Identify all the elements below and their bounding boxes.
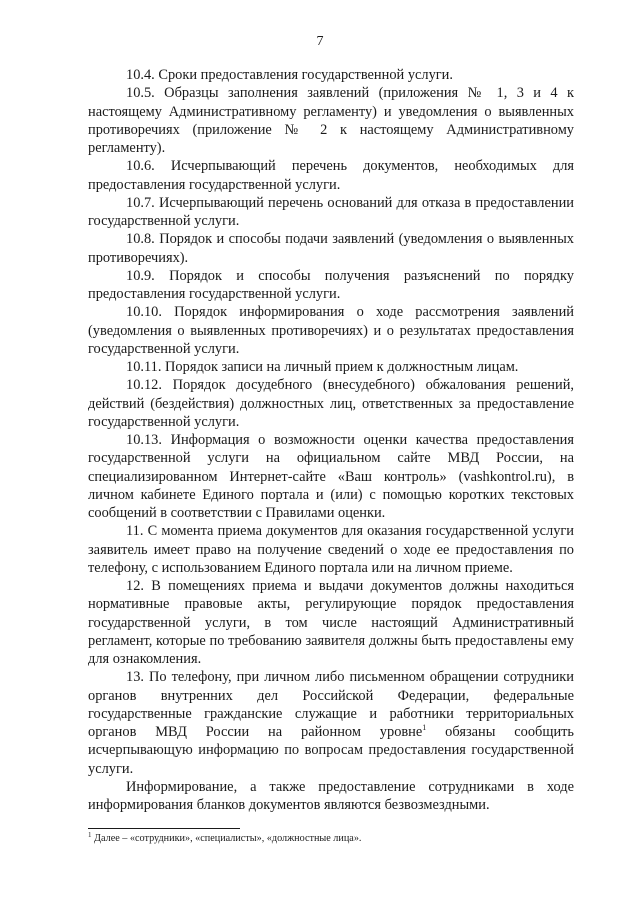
paragraph-13	[88, 668, 574, 778]
paragraph-10-9: 10.9. Порядок и способы получения разъяснений по порядку предоставления государственной услуги.	[88, 267, 574, 302]
paragraph-10-5: 10.5. Образцы заполнения заявлений (приложения № 1, 3 и 4 к настоящему Административному регламенту) и уведомления о выявленных противоречиях (приложение № 2 к настоящему Административному регламенту).	[88, 85, 574, 156]
paragraph-12: 12. В помещениях приема и выдачи документов должны находиться нормативные правовые акты, регулирующие порядок предоставления государственной услуги, в том числе настоящий Административный регламент, которые по требованию заявителя должны быть предоставлены ему для ознакомления.	[88, 578, 574, 667]
paragraph-informing-free: Информирование, а также предоставление сотрудниками в ходе информирования бланков документов являются безвозмездными.	[88, 778, 574, 813]
footnote-text: Далее – «сотрудники», «специалисты», «должностные лица».	[91, 833, 362, 844]
footnote-reference: 1	[422, 723, 427, 732]
body-text	[88, 66, 574, 814]
paragraph-10-10: 10.10. Порядок информирования о ходе рассмотрения заявлений (уведомления о выявленных противоречиях) и о результатах предоставления государственной услуги.	[88, 304, 574, 357]
footnote-divider	[88, 828, 240, 829]
footnote-mark: 1	[88, 831, 92, 839]
paragraph-10-12: 10.12. Порядок досудебного (внесудебного) обжалования решений, действий (бездействия) должностных лиц, ответственных за предоставление государственной услуги.	[88, 377, 574, 430]
footnote	[88, 833, 568, 845]
paragraph-13-text-after-note: обязаны сообщить исчерпывающую информацию по вопросам предоставления государственной услуги.	[88, 724, 574, 777]
paragraph-10-7: 10.7. Исчерпывающий перечень оснований для отказа в предоставлении государственной услуги.	[88, 194, 574, 229]
paragraph-10-8: 10.8. Порядок и способы подачи заявлений (уведомления о выявленных противоречиях).	[88, 231, 574, 266]
paragraph-13-text-before-note: 13. По телефону, при личном либо письменном обращении сотрудники органов внутренних дел Российской Федерации, федеральные государственные гражданские служащие и работники территориальных органов МВД России на районном уровне	[88, 669, 574, 740]
page-number: 7	[316, 34, 324, 49]
paragraph-10-4: 10.4. Сроки предоставления государственной услуги.	[126, 67, 453, 83]
paragraph-10-13: 10.13. Информация о возможности оценки качества предоставления государственной услуги на официальном сайте МВД России, на специализированном Интернет-сайте «Ваш контроль» (vashkontrol.ru), в личном кабинете Единого портала и (или) с помощью коротких текстовых сообщений в соответствии с Правилами оценки.	[88, 432, 574, 521]
paragraph-11: 11. С момента приема документов для оказания государственной услуги заявитель имеет право на получение сведений о ходе ее предоставления по телефону, с использованием Единого портала или на личном приеме.	[88, 523, 574, 576]
paragraph-10-6: 10.6. Исчерпывающий перечень документов, необходимых для предоставления государственной услуги.	[88, 158, 574, 193]
paragraph-10-11: 10.11. Порядок записи на личный прием к должностным лицам.	[126, 359, 519, 375]
